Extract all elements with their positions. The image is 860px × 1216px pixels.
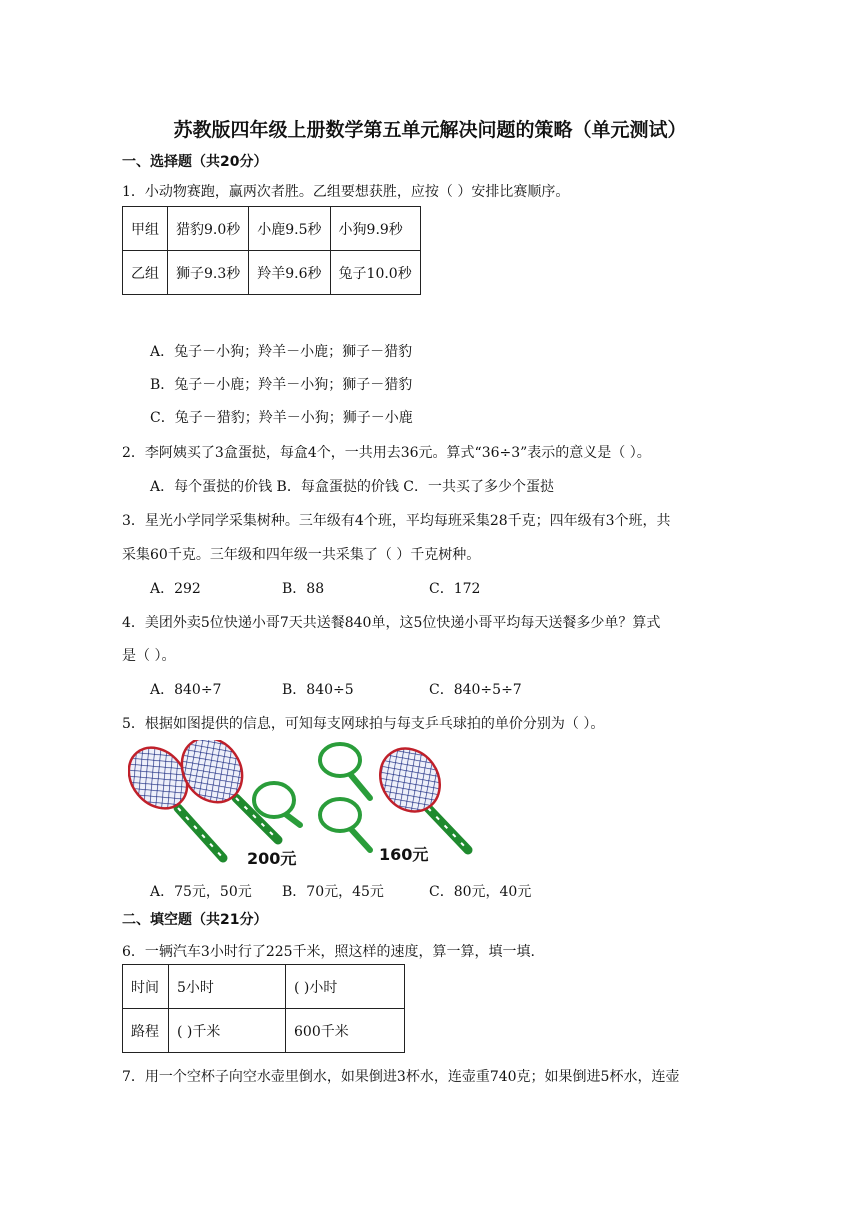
- price-label-160: 160元: [379, 845, 429, 864]
- q6-speed-table: [122, 964, 405, 1053]
- table-cell: 猎豹9.0秒: [168, 207, 249, 251]
- q1-option-b[interactable]: B．兔子－小鹿；羚羊－小狗；狮子－猎豹: [150, 377, 413, 393]
- q1-option-a[interactable]: A．兔子－小狗；羚羊－小鹿；狮子－猎豹: [150, 344, 413, 360]
- table-cell: 600千米: [286, 1009, 405, 1053]
- table-cell: 小鹿9.5秒: [249, 207, 330, 251]
- question-5-stem: 5．根据如图提供的信息，可知每支网球拍与每支乒乓球拍的单价分别为（ ）。: [122, 716, 605, 732]
- section-heading-fill: 二、填空题（共21分）: [122, 912, 268, 928]
- table-cell: 时间: [123, 965, 169, 1009]
- section-heading-choice: 一、选择题（共20分）: [122, 154, 268, 170]
- tennis-racket-icon: [368, 740, 468, 850]
- table-cell[interactable]: ( )千米: [169, 1009, 286, 1053]
- q3-option-a[interactable]: A．292: [150, 581, 201, 597]
- question-2-stem: 2．李阿姨买了3盒蛋挞，每盒4个，一共用去36元。算式“36÷3”表示的意义是（ ）。: [122, 445, 651, 461]
- question-3-stem-line2: 采集60千克。三年级和四年级一共采集了（ ）千克树种。: [122, 547, 481, 563]
- table-cell: 羚羊9.6秒: [249, 251, 330, 295]
- table-row: [123, 1009, 405, 1053]
- question-3-stem-line1: 3．星光小学同学采集树种。三年级有4个班，平均每班采集28千克；四年级有3个班，共: [122, 513, 671, 529]
- q1-option-c[interactable]: C．兔子－猎豹；羚羊－小狗；狮子－小鹿: [150, 410, 413, 426]
- ping-pong-paddle-icon: [320, 799, 370, 850]
- table-cell: 5小时: [169, 965, 286, 1009]
- table-cell: 甲组: [123, 207, 168, 251]
- q1-race-table: [122, 206, 421, 295]
- table-row: [123, 207, 421, 251]
- q4-option-c[interactable]: C．840÷5÷7: [429, 682, 522, 698]
- question-7-stem: 7．用一个空杯子向空水壶里倒水，如果倒进3杯水，连壶重740克；如果倒进5杯水，连壶: [122, 1069, 680, 1085]
- q4-option-a[interactable]: A．840÷7: [150, 682, 222, 698]
- table-cell: 狮子9.3秒: [168, 251, 249, 295]
- q3-option-b[interactable]: B．88: [282, 581, 325, 597]
- table-row: [123, 251, 421, 295]
- q5-option-b[interactable]: B．70元，45元: [282, 884, 384, 900]
- q5-option-a[interactable]: A．75元，50元: [150, 884, 252, 900]
- q5-option-c[interactable]: C．80元，40元: [429, 884, 532, 900]
- question-1-stem: 1．小动物赛跑，赢两次者胜。乙组要想获胜，应按（ ）安排比赛顺序。: [122, 184, 570, 200]
- q3-option-c[interactable]: C．172: [429, 581, 481, 597]
- question-4-stem-line1: 4．美团外卖5位快递小哥7天共送餐840单，这5位快递小哥平均每天送餐多少单？算式: [122, 615, 661, 631]
- table-cell: 乙组: [123, 251, 168, 295]
- table-cell: 小狗9.9秒: [330, 207, 420, 251]
- ping-pong-paddle-icon: [320, 744, 370, 798]
- question-6-stem: 6．一辆汽车3小时行了225千米，照这样的速度，算一算，填一填.: [122, 944, 535, 960]
- table-cell: 路程: [123, 1009, 169, 1053]
- table-cell: 兔子10.0秒: [330, 251, 420, 295]
- table-row: [123, 965, 405, 1009]
- question-4-stem-line2: 是（ ）。: [122, 648, 176, 664]
- q4-option-b[interactable]: B．840÷5: [282, 682, 354, 698]
- page-title: 苏教版四年级上册数学第五单元解决问题的策略（单元测试）: [173, 119, 687, 141]
- q2-options[interactable]: A．每个蛋挞的价钱 B．每盒蛋挞的价钱 C．一共买了多少个蛋挞: [150, 479, 555, 495]
- table-cell[interactable]: ( )小时: [286, 965, 405, 1009]
- price-label-200: 200元: [247, 849, 297, 868]
